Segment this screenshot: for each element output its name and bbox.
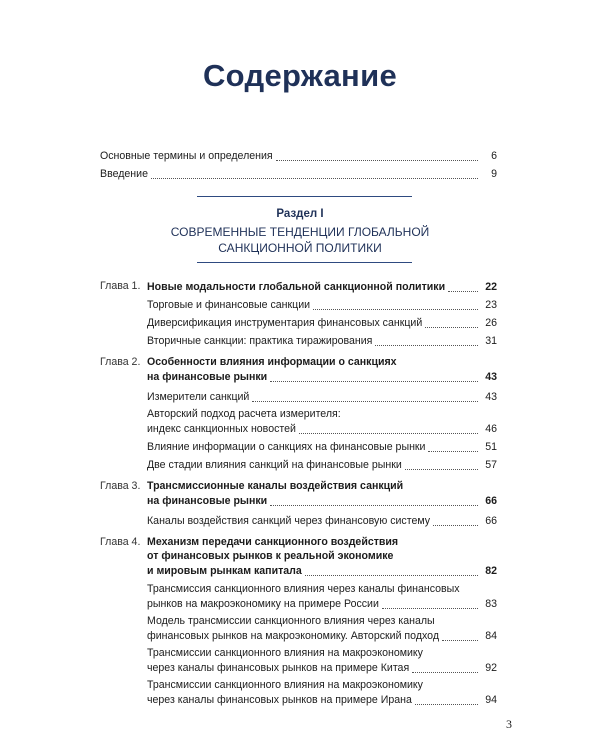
toc-entry-label: Трансмиссии санкционного влияния на макроэкономику: [147, 647, 423, 659]
chapter-heading[interactable]: [147, 355, 497, 384]
toc-entry[interactable]: [147, 297, 497, 312]
toc-page-number: 57: [485, 459, 497, 471]
toc-page-number: 43: [485, 371, 497, 383]
toc-page-number: 66: [485, 515, 497, 527]
toc-entry-label: Основные термины и определения: [100, 150, 273, 162]
toc-entry-row: [147, 692, 497, 707]
toc-entry-row: [147, 439, 497, 454]
chapter-title: Особенности влияния информации о санкциях: [147, 356, 397, 368]
chapter-title: от финансовых рынков к реальной экономике: [147, 550, 394, 562]
toc-page-number: 46: [485, 423, 497, 435]
toc-entry-label: Вторичные санкции: практика тиражирования: [147, 335, 373, 347]
toc-page-number: 23: [485, 299, 497, 311]
toc-entry-label: Авторский подход расчета измерителя:: [147, 408, 341, 420]
chapter-heading-row: [147, 369, 497, 384]
dot-leader: [299, 421, 478, 434]
toc-entry-row: [147, 596, 497, 611]
toc-page-number: 6: [491, 150, 497, 162]
toc-entry-label: Модель трансмиссии санкционного влияния через каналы: [147, 615, 435, 627]
toc-entry-label: индекс санкционных новостей: [147, 423, 296, 435]
toc-page-number: 82: [485, 565, 497, 577]
section-title-line: САНКЦИОННОЙ ПОЛИТИКИ: [218, 241, 382, 255]
dot-leader: [313, 297, 478, 310]
chapter-label: Глава 2.: [100, 356, 141, 368]
dot-leader: [425, 315, 478, 328]
toc-entry[interactable]: [147, 315, 497, 330]
toc-page-number: 84: [485, 630, 497, 642]
toc-page-number: 31: [485, 335, 497, 347]
toc-entry-label: Торговые и финансовые санкции: [147, 299, 311, 311]
dot-leader: [415, 692, 478, 705]
dot-leader: [151, 166, 478, 179]
toc-entry-intro[interactable]: [100, 166, 497, 181]
chapter-title: на финансовые рынки: [147, 371, 268, 383]
toc-page-number: 43: [485, 391, 497, 403]
toc-page-number: 92: [485, 662, 497, 674]
section-title: [0, 224, 600, 256]
section-title-line: СОВРЕМЕННЫЕ ТЕНДЕНЦИИ ГЛОБАЛЬНОЙ: [170, 225, 430, 239]
chapter-title: Новые модальности глобальной санкционной политики: [147, 281, 446, 293]
toc-entry[interactable]: [147, 513, 497, 528]
toc-entry-row: [147, 389, 497, 404]
toc-entry-terms[interactable]: [100, 148, 497, 163]
toc-entry[interactable]: [147, 389, 497, 404]
toc-entry[interactable]: [147, 614, 497, 643]
chapter-title: Механизм передачи санкционного воздействия: [147, 536, 399, 548]
chapter-heading-row: [147, 279, 497, 294]
toc-entry[interactable]: [147, 439, 497, 454]
toc-entry-label: Трансмиссия санкционного влияния через каналы финансовых: [147, 583, 460, 595]
chapter-label: Глава 1.: [100, 280, 141, 292]
chapter-label: Глава 3.: [100, 480, 141, 492]
toc-page-number: 26: [485, 317, 497, 329]
toc-page-number: 66: [485, 495, 497, 507]
toc-entry-label: Каналы воздействия санкций через финансовую систему: [147, 515, 431, 527]
toc-entry-label: Влияние информации о санкциях на финансовые рынки: [147, 441, 426, 453]
chapter-title: и мировым рынкам капитала: [147, 565, 302, 577]
toc-entry-label: Введение: [100, 168, 148, 180]
toc-page-number: 9: [491, 168, 497, 180]
section-divider-top: [197, 196, 412, 197]
toc-entry-row: [147, 628, 497, 643]
toc-entry-row: [147, 421, 497, 436]
dot-leader: [270, 369, 478, 382]
toc-entry[interactable]: [147, 646, 497, 675]
chapter-heading-row: [147, 493, 497, 508]
toc-entry[interactable]: [147, 407, 497, 436]
toc-page-number: 83: [485, 598, 497, 610]
toc-entry-label: Трансмиссии санкционного влияния на макроэкономику: [147, 679, 423, 691]
chapter-title: на финансовые рынки: [147, 495, 268, 507]
dot-leader: [305, 563, 478, 576]
dot-leader: [433, 513, 478, 526]
dot-leader: [276, 148, 478, 161]
toc-entry-row: [147, 513, 497, 528]
section-divider-bottom: [197, 262, 412, 263]
dot-leader: [405, 457, 478, 470]
toc-entry-label: Диверсификация инструментария финансовых санкций: [147, 317, 423, 329]
dot-leader: [412, 660, 478, 673]
toc-entry-label: через каналы финансовых рынков на примере Ирана: [147, 694, 412, 706]
chapter-heading[interactable]: [147, 535, 497, 578]
chapter-heading-row: [147, 563, 497, 578]
toc-entry-label: Две стадии влияния санкций на финансовые рынки: [147, 459, 402, 471]
dot-leader: [382, 596, 478, 609]
toc-page-number: 22: [485, 281, 497, 293]
section-label: Раздел I: [276, 208, 324, 220]
chapter-heading[interactable]: [147, 479, 497, 508]
page-number: 3: [506, 717, 512, 731]
toc-entry-label: рынков на макроэкономику на примере России: [147, 598, 379, 610]
chapter-heading[interactable]: [147, 279, 497, 294]
toc-entry[interactable]: [147, 457, 497, 472]
dot-leader: [270, 493, 478, 506]
toc-entry-row: [147, 315, 497, 330]
toc-entry-row: [147, 297, 497, 312]
toc-entry[interactable]: [147, 333, 497, 348]
dot-leader: [252, 389, 478, 402]
toc-page-number: 94: [485, 694, 497, 706]
toc-entry-label: финансовых рынков на макроэкономику. Авторский подход: [147, 630, 440, 642]
dot-leader: [448, 279, 478, 292]
toc-entry-row: [147, 660, 497, 675]
chapter-title: Трансмиссионные каналы воздействия санкций: [147, 480, 404, 492]
toc-entry-row: [147, 457, 497, 472]
dot-leader: [428, 439, 478, 452]
toc-entry-row: [147, 333, 497, 348]
chapter-label: Глава 4.: [100, 536, 141, 548]
toc-entry[interactable]: [147, 678, 497, 707]
toc-entry-label: Измерители санкций: [147, 391, 250, 403]
toc-page-number: 51: [485, 441, 497, 453]
dot-leader: [375, 333, 478, 346]
page-title: Содержание: [203, 58, 397, 93]
dot-leader: [442, 628, 478, 641]
toc-entry[interactable]: [147, 582, 497, 611]
toc-entry-label: через каналы финансовых рынков на примере Китая: [147, 662, 410, 674]
